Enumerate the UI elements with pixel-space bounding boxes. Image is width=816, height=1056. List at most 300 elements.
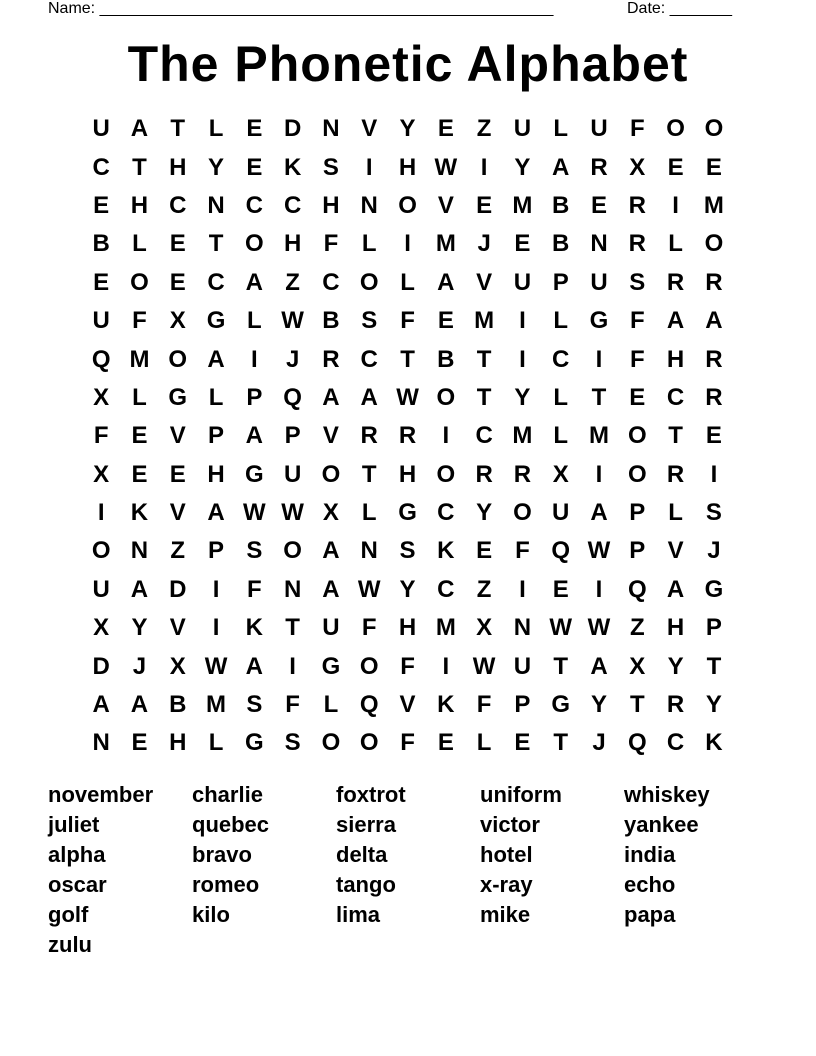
grid-cell[interactable]: L (553, 307, 569, 335)
grid-cell[interactable]: L (553, 422, 569, 450)
grid-cell[interactable]: S (629, 268, 646, 296)
grid-cell[interactable]: B (169, 691, 187, 719)
grid-cell[interactable]: E (131, 460, 148, 488)
grid-cell[interactable]: W (281, 499, 304, 527)
grid-cell[interactable]: G (704, 575, 724, 603)
grid-cell[interactable]: Z (476, 115, 492, 143)
grid-cell[interactable]: L (208, 729, 224, 757)
grid-cell[interactable]: L (668, 499, 683, 527)
grid-cell[interactable]: H (398, 614, 417, 642)
grid-cell[interactable]: A (207, 345, 225, 373)
grid-cell[interactable]: I (365, 153, 373, 181)
grid-cell[interactable]: U (92, 307, 110, 335)
grid-cell[interactable]: U (513, 652, 532, 680)
grid-cell[interactable]: O (513, 499, 532, 527)
grid-cell[interactable]: Z (285, 268, 300, 296)
grid-cell[interactable]: M (512, 191, 533, 219)
grid-cell[interactable]: K (283, 153, 302, 181)
grid-cell[interactable]: Y (208, 153, 225, 181)
grid-cell[interactable]: K (705, 729, 723, 757)
grid-cell[interactable]: M (474, 307, 495, 335)
grid-cell[interactable]: A (360, 383, 378, 411)
grid-cell[interactable]: E (705, 153, 722, 181)
grid-cell[interactable]: D (283, 115, 302, 143)
grid-cell[interactable]: I (480, 153, 488, 181)
grid-cell[interactable]: M (206, 691, 227, 719)
word-bank-item: hotel (480, 842, 533, 867)
word-bank-item: zulu (48, 932, 92, 957)
grid-cell[interactable]: Y (399, 115, 416, 143)
grid-cell[interactable]: O (704, 115, 724, 143)
grid-cell[interactable]: N (283, 575, 302, 603)
grid-cell[interactable]: R (628, 230, 646, 258)
grid-cell[interactable]: N (207, 191, 225, 219)
grid-cell[interactable]: O (91, 537, 111, 565)
grid-cell[interactable]: G (398, 499, 417, 527)
grid-cell[interactable]: A (245, 268, 263, 296)
grid-cell[interactable]: M (435, 614, 456, 642)
grid-cell[interactable]: E (667, 153, 684, 181)
grid-cell[interactable]: N (590, 230, 608, 258)
grid-cell[interactable]: I (595, 575, 603, 603)
grid-cell[interactable]: X (169, 307, 186, 335)
grid-cell[interactable]: S (246, 691, 263, 719)
grid-cell[interactable]: T (132, 153, 147, 181)
grid-cell[interactable]: S (284, 729, 301, 757)
grid-cell[interactable]: H (398, 460, 417, 488)
grid-cell[interactable]: I (519, 345, 526, 373)
grid-cell[interactable]: O (398, 191, 417, 219)
grid-cell[interactable]: S (322, 153, 339, 181)
grid-cell[interactable]: F (629, 345, 645, 373)
grid-cell[interactable]: D (92, 652, 110, 680)
grid-cell[interactable]: Y (705, 691, 722, 719)
grid-cell[interactable]: M (435, 230, 456, 258)
grid-cell[interactable]: W (587, 537, 611, 565)
grid-cell[interactable]: R (705, 345, 723, 373)
grid-cell[interactable]: W (549, 614, 573, 642)
grid-cell[interactable]: Y (399, 575, 416, 603)
grid-cell[interactable]: Y (131, 614, 148, 642)
grid-cell[interactable]: I (289, 652, 296, 680)
grid-cell[interactable]: Y (591, 691, 608, 719)
grid-cell[interactable]: Q (359, 691, 379, 719)
grid-row (82, 571, 734, 609)
grid-cell[interactable]: U (92, 575, 110, 603)
grid-cell[interactable]: Z (629, 614, 645, 642)
grid-cell[interactable]: E (169, 460, 186, 488)
grid-cell[interactable]: F (400, 307, 415, 335)
grid-cell[interactable]: P (552, 268, 569, 296)
grid-cell[interactable]: O (436, 460, 456, 488)
grid-cell[interactable]: W (396, 383, 419, 411)
grid-cell[interactable]: X (169, 652, 186, 680)
grid-cell[interactable]: L (132, 230, 147, 258)
grid-cell[interactable]: I (595, 460, 603, 488)
grid-cell[interactable]: T (476, 345, 492, 373)
grid-cell[interactable]: P (208, 537, 225, 565)
grid-cell[interactable]: E (514, 729, 531, 757)
grid-cell[interactable]: H (169, 729, 187, 757)
grid-cell[interactable]: L (400, 268, 415, 296)
grid-cell[interactable]: T (400, 345, 415, 373)
grid-cell[interactable]: X (93, 383, 110, 411)
grid-cell[interactable]: U (283, 460, 302, 488)
grid-cell[interactable]: B (552, 191, 570, 219)
name-field[interactable]: Name: ___________________________________________________ (48, 0, 554, 17)
grid-cell[interactable]: T (553, 729, 569, 757)
grid-cell[interactable]: G (206, 307, 226, 335)
grid-cell[interactable]: I (710, 460, 718, 488)
grid-cell[interactable]: B (322, 307, 340, 335)
grid-cell[interactable]: E (437, 115, 454, 143)
word-bank-item: november (48, 782, 154, 807)
grid-cell[interactable]: I (442, 652, 450, 680)
grid-cell[interactable]: N (360, 191, 378, 219)
grid-cell[interactable]: C (245, 191, 263, 219)
grid-cell[interactable]: V (169, 422, 186, 450)
grid-cell[interactable]: I (404, 230, 411, 258)
grid-cell[interactable]: N (360, 537, 378, 565)
grid-cell[interactable]: U (590, 115, 608, 143)
grid-cell[interactable]: B (437, 345, 455, 373)
grid-cell[interactable]: H (283, 230, 302, 258)
grid-cell[interactable]: S (399, 537, 416, 565)
grid-cell[interactable]: L (476, 729, 492, 757)
grid-cell[interactable]: M (589, 422, 609, 450)
grid-cell[interactable]: M (512, 422, 533, 450)
word-bank-item: x-ray (480, 872, 533, 897)
grid-cell[interactable]: W (281, 307, 304, 335)
grid-cell[interactable]: L (208, 383, 224, 411)
grid-cell[interactable]: E (131, 422, 148, 450)
grid-cell[interactable]: Q (91, 345, 111, 373)
word-bank-item: quebec (192, 812, 270, 837)
grid-cell[interactable]: F (323, 230, 339, 258)
grid-cell[interactable]: E (476, 537, 493, 565)
grid-cell[interactable]: I (519, 307, 526, 335)
date-field[interactable]: Date: _______ (627, 0, 732, 17)
grid-cell[interactable]: A (207, 499, 225, 527)
grid-cell[interactable]: R (666, 268, 685, 296)
grid-cell[interactable]: X (93, 614, 110, 642)
grid-cell[interactable]: F (629, 307, 645, 335)
grid-cell[interactable]: S (705, 499, 722, 527)
grid-cell[interactable]: U (590, 268, 608, 296)
grid-cell[interactable]: X (322, 499, 339, 527)
grid-cell[interactable]: R (590, 153, 608, 181)
grid-cell[interactable]: D (169, 575, 187, 603)
grid-cell[interactable]: L (668, 230, 683, 258)
grid-cell[interactable]: A (322, 383, 340, 411)
grid-cell[interactable]: J (132, 652, 147, 680)
grid-cell[interactable]: I (442, 422, 450, 450)
grid-cell[interactable]: G (551, 691, 571, 719)
grid-cell[interactable]: W (472, 652, 496, 680)
grid-cell[interactable]: X (629, 153, 646, 181)
grid-cell[interactable]: V (169, 499, 186, 527)
grid-cell[interactable]: W (587, 614, 611, 642)
grid-cell[interactable]: E (552, 575, 569, 603)
grid-cell[interactable]: U (513, 268, 532, 296)
grid-cell[interactable]: O (359, 652, 379, 680)
grid-cell[interactable]: A (590, 652, 608, 680)
grid-cell[interactable]: H (398, 153, 417, 181)
grid-cell[interactable]: O (130, 268, 149, 296)
grid-cell[interactable]: O (627, 460, 647, 488)
word-bank-item: sierra (336, 812, 396, 837)
grid-cell[interactable]: O (168, 345, 188, 373)
grid-cell[interactable]: T (208, 230, 224, 258)
grid-cell[interactable]: R (666, 691, 685, 719)
grid-cell[interactable]: P (208, 422, 225, 450)
grid-cell[interactable]: C (283, 191, 302, 219)
grid-cell[interactable]: H (322, 191, 340, 219)
grid-cell[interactable]: G (245, 460, 264, 488)
grid-cell[interactable]: E (437, 729, 454, 757)
grid-cell[interactable]: C (360, 345, 378, 373)
grid-cell[interactable]: H (666, 614, 685, 642)
grid-cell[interactable]: Z (170, 537, 186, 565)
grid-cell[interactable]: O (359, 268, 379, 296)
grid-cell[interactable]: K (437, 691, 455, 719)
grid-cell[interactable]: U (513, 115, 532, 143)
grid-cell[interactable]: Y (514, 153, 531, 181)
grid-cell[interactable]: F (247, 575, 262, 603)
grid-cell[interactable]: T (629, 691, 645, 719)
grid-cell[interactable]: C (322, 268, 340, 296)
grid-cell[interactable]: F (515, 537, 530, 565)
grid-cell[interactable]: O (704, 230, 724, 258)
grid-cell[interactable]: C (437, 499, 455, 527)
grid-cell[interactable]: E (169, 268, 186, 296)
grid-cell[interactable]: I (672, 191, 679, 219)
grid-cell[interactable]: L (208, 115, 224, 143)
grid-cell[interactable]: T (591, 383, 607, 411)
grid-cell[interactable]: H (666, 345, 685, 373)
grid-cell[interactable]: E (246, 153, 263, 181)
grid-cell[interactable]: A (322, 575, 340, 603)
grid-cell[interactable]: E (93, 268, 110, 296)
grid-cell[interactable]: O (245, 230, 264, 258)
grid-cell[interactable]: A (92, 691, 110, 719)
grid-cell[interactable]: C (169, 191, 187, 219)
grid-cell[interactable]: F (285, 691, 300, 719)
grid-cell[interactable]: M (703, 191, 724, 219)
grid-cell[interactable]: V (437, 191, 454, 219)
grid-cell[interactable]: V (399, 691, 416, 719)
grid-cell[interactable]: F (400, 652, 415, 680)
grid-cell[interactable]: I (97, 499, 105, 527)
grid-cell[interactable]: Y (667, 652, 684, 680)
grid-cell[interactable]: M (129, 345, 150, 373)
grid-cell[interactable]: B (552, 230, 570, 258)
grid-cell[interactable]: A (552, 153, 570, 181)
grid-cell[interactable]: C (207, 268, 225, 296)
grid-cell[interactable]: L (361, 499, 377, 527)
grid-cell[interactable]: P (629, 499, 646, 527)
grid-cell[interactable]: J (592, 729, 606, 757)
grid-cell[interactable]: E (93, 191, 110, 219)
grid-cell[interactable]: Q (627, 729, 647, 757)
grid-cell[interactable]: T (553, 652, 569, 680)
grid-cell[interactable]: T (285, 614, 300, 642)
grid-cell[interactable]: J (707, 537, 721, 565)
grid-cell[interactable]: K (437, 537, 455, 565)
grid-cell[interactable]: C (552, 345, 570, 373)
grid-cell[interactable]: T (668, 422, 683, 450)
grid-cell[interactable]: Y (476, 499, 493, 527)
grid-cell[interactable]: N (130, 537, 149, 565)
grid-cell[interactable]: A (666, 307, 685, 335)
grid-cell[interactable]: G (321, 652, 341, 680)
grid-cell[interactable]: L (323, 691, 339, 719)
grid-cell[interactable]: J (477, 230, 491, 258)
grid-cell[interactable]: N (513, 614, 532, 642)
grid-row (82, 609, 734, 647)
grid-cell[interactable]: L (247, 307, 262, 335)
grid-cell[interactable]: O (283, 537, 302, 565)
grid-cell[interactable]: E (476, 191, 493, 219)
grid-cell[interactable]: S (246, 537, 263, 565)
grid-cell[interactable]: A (130, 115, 149, 143)
grid-cell[interactable]: H (207, 460, 225, 488)
grid-cell[interactable]: U (552, 499, 570, 527)
grid-cell[interactable]: G (245, 729, 264, 757)
grid-cell[interactable]: Q (283, 383, 302, 411)
grid-cell[interactable]: Q (551, 537, 571, 565)
grid-cell[interactable]: R (666, 460, 685, 488)
grid-cell[interactable]: E (169, 230, 186, 258)
grid-cell[interactable]: P (629, 537, 646, 565)
grid-cell[interactable]: Y (514, 383, 531, 411)
grid-cell[interactable]: V (169, 614, 186, 642)
grid-cell[interactable]: V (667, 537, 684, 565)
grid-cell[interactable]: I (212, 614, 220, 642)
grid-cell[interactable]: P (284, 422, 301, 450)
grid-cell[interactable]: R (513, 460, 532, 488)
grid-cell[interactable]: B (92, 230, 110, 258)
grid-cell[interactable]: Q (627, 575, 647, 603)
grid-cell[interactable]: O (666, 115, 685, 143)
word-bank-item: whiskey (624, 782, 710, 807)
grid-cell[interactable]: R (398, 422, 417, 450)
grid-cell[interactable]: E (246, 115, 263, 143)
grid-cell[interactable]: I (251, 345, 258, 373)
grid-cell[interactable]: R (628, 191, 646, 219)
grid-cell[interactable]: G (168, 383, 188, 411)
grid-cell[interactable]: R (705, 268, 723, 296)
grid-cell[interactable]: U (92, 115, 110, 143)
grid-cell[interactable]: N (322, 115, 340, 143)
grid-cell[interactable]: T (361, 460, 377, 488)
grid-cell[interactable]: P (705, 614, 722, 642)
grid-cell[interactable]: W (204, 652, 228, 680)
grid-cell[interactable]: W (357, 575, 381, 603)
grid-cell[interactable]: T (706, 652, 722, 680)
grid-cell[interactable]: A (666, 575, 685, 603)
grid-cell[interactable]: C (92, 153, 110, 181)
grid-cell[interactable]: R (705, 383, 723, 411)
grid-cell[interactable]: E (705, 422, 722, 450)
grid-cell[interactable]: P (514, 691, 531, 719)
grid-cell[interactable]: C (475, 422, 493, 450)
grid-cell[interactable]: O (321, 460, 341, 488)
grid-cell[interactable]: E (131, 729, 148, 757)
grid-cell[interactable]: F (629, 115, 645, 143)
grid-cell[interactable]: I (212, 575, 220, 603)
grid-cell[interactable]: E (591, 191, 608, 219)
grid-cell[interactable]: L (132, 383, 147, 411)
grid-cell[interactable]: X (552, 460, 569, 488)
grid-cell[interactable]: E (629, 383, 646, 411)
grid-cell[interactable]: A (437, 268, 455, 296)
grid-cell[interactable]: C (666, 383, 685, 411)
grid-cell[interactable]: G (589, 307, 609, 335)
grid-cell[interactable]: T (170, 115, 186, 143)
grid-cell[interactable]: W (434, 153, 458, 181)
grid-cell[interactable]: A (245, 422, 263, 450)
grid-cell[interactable]: H (130, 191, 149, 219)
grid-cell[interactable]: A (245, 652, 263, 680)
grid-cell[interactable]: K (130, 499, 149, 527)
grid-cell[interactable]: I (519, 575, 526, 603)
grid-cell[interactable]: A (130, 575, 149, 603)
grid-cell[interactable]: O (436, 383, 456, 411)
grid-cell[interactable]: A (590, 499, 608, 527)
grid-cell[interactable]: T (476, 383, 492, 411)
grid-cell[interactable]: K (245, 614, 263, 642)
grid-cell[interactable]: F (400, 729, 415, 757)
grid-cell[interactable]: E (437, 307, 454, 335)
grid-cell[interactable]: O (359, 729, 379, 757)
grid-cell[interactable]: V (476, 268, 493, 296)
grid-cell[interactable]: N (92, 729, 110, 757)
grid-cell[interactable]: F (93, 422, 109, 450)
grid-cell[interactable]: V (361, 115, 378, 143)
grid-cell[interactable]: L (553, 115, 569, 143)
grid-cell[interactable]: J (285, 345, 300, 373)
grid-cell[interactable]: F (132, 307, 147, 335)
grid-cell[interactable]: L (361, 230, 377, 258)
grid-cell[interactable]: R (360, 422, 378, 450)
grid-cell[interactable]: O (321, 729, 341, 757)
grid-cell[interactable]: X (93, 460, 110, 488)
grid-cell[interactable]: E (514, 230, 531, 258)
grid-cell[interactable]: X (476, 614, 493, 642)
grid-cell[interactable]: S (361, 307, 378, 335)
grid-cell[interactable]: H (169, 153, 187, 181)
grid-cell[interactable]: C (437, 575, 455, 603)
grid-cell[interactable]: W (243, 499, 266, 527)
grid-cell[interactable]: P (246, 383, 263, 411)
grid-cell[interactable]: V (322, 422, 339, 450)
grid-cell[interactable]: A (322, 537, 340, 565)
grid-cell[interactable]: U (322, 614, 340, 642)
grid-cell[interactable]: L (553, 383, 569, 411)
grid-cell[interactable]: I (595, 345, 603, 373)
grid-cell[interactable]: O (627, 422, 647, 450)
grid-cell[interactable]: F (361, 614, 377, 642)
grid-cell[interactable]: R (322, 345, 340, 373)
grid-cell[interactable]: F (476, 691, 492, 719)
grid-cell[interactable]: R (475, 460, 493, 488)
grid-cell[interactable]: C (666, 729, 685, 757)
grid-cell[interactable]: Z (476, 575, 492, 603)
grid-cell[interactable]: X (629, 652, 646, 680)
grid-cell[interactable]: A (705, 307, 723, 335)
grid-cell[interactable]: A (130, 691, 149, 719)
